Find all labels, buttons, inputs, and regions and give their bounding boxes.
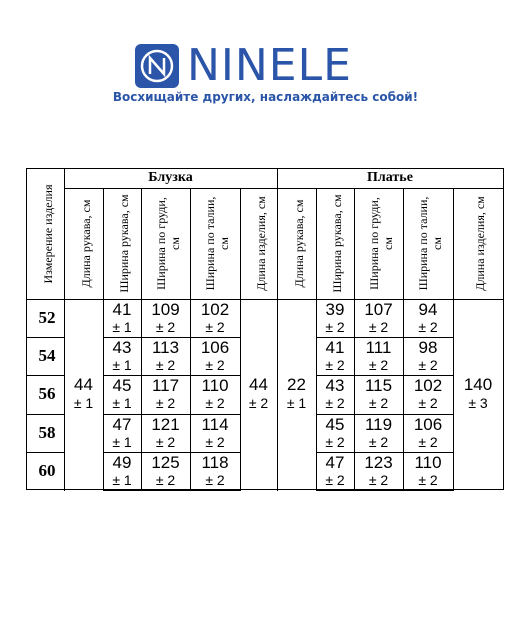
blouse-waist-value: 102 (200, 300, 230, 319)
table-vline (103, 188, 104, 299)
blouse-waist-tolerance: ± 2 (205, 395, 225, 412)
blouse-sleeve-width-value: 43 (112, 338, 132, 358)
table-vline (190, 188, 191, 299)
column-header-blouse-1: Длина рукава, см (78, 199, 93, 288)
table-vline (403, 188, 404, 299)
dress-sleeve-length-tolerance: ± 1 (286, 395, 307, 411)
blouse-sleeve-width-value: 47 (112, 414, 132, 434)
blouse-waist-value: 106 (200, 338, 230, 358)
dress-sleeve-width-value: 45 (325, 414, 345, 434)
size-label: 56 (38, 384, 56, 404)
dress-waist-value: 94 (418, 300, 438, 319)
column-header-dress-4: Ширина по талии, см (416, 196, 444, 291)
dress-sleeve-width-tolerance: ± 2 (325, 395, 345, 412)
size-row-border (27, 414, 64, 415)
dress-sleeve-width-tolerance: ± 2 (325, 433, 345, 450)
blouse-chest-value: 113 (151, 338, 180, 358)
column-header-blouse-3: Ширина по груди, см (153, 197, 182, 290)
column-header-blouse-4: Ширина по талии, см (203, 196, 231, 291)
dress-chest-value: 115 (364, 376, 393, 396)
brand-name: NINELE (187, 40, 352, 91)
column-header-blouse-5: Длина изделия, см (253, 196, 268, 291)
blouse-sleeve-width-tolerance: ± 1 (112, 395, 132, 412)
blouse-sleeve-width-tolerance: ± 1 (112, 433, 132, 450)
size-table (26, 168, 504, 490)
blouse-chest-tolerance: ± 2 (155, 357, 176, 374)
blouse-sleeve-width-tolerance: ± 1 (112, 319, 132, 335)
blouse-sleeve-width-tolerance: ± 1 (112, 471, 132, 488)
dress-waist-tolerance: ± 2 (418, 319, 438, 335)
blouse-chest-value: 117 (151, 376, 180, 396)
dress-waist-value: 98 (418, 338, 438, 358)
blouse-sleeve-length-value: 44 (74, 375, 93, 394)
blouse-waist-tolerance: ± 2 (205, 319, 225, 335)
dress-sleeve-width-value: 41 (325, 338, 345, 358)
column-header-dress-1: Длина рукава, см (291, 199, 306, 288)
size-label: 58 (38, 422, 56, 442)
blouse-sleeve-length-tolerance: ± 1 (73, 395, 94, 411)
dress-sleeve-length-value: 22 (287, 375, 306, 394)
dress-sleeve-width-tolerance: ± 2 (325, 319, 345, 335)
dress-length-tolerance: ± 3 (468, 395, 488, 411)
blouse-waist-value: 118 (201, 452, 229, 472)
blouse-waist-tolerance: ± 2 (205, 433, 225, 450)
dress-waist-tolerance: ± 2 (418, 357, 438, 374)
column-header-dress-3: Ширина по груди, см (366, 197, 395, 290)
dress-chest-value: 111 (365, 338, 392, 358)
size-row-border (27, 452, 64, 453)
dress-waist-tolerance: ± 2 (418, 395, 438, 412)
dress-sleeve-width-value: 39 (325, 300, 345, 319)
table-vline (316, 188, 317, 299)
blouse-waist-value: 114 (201, 414, 229, 434)
section-divider (277, 169, 278, 491)
dress-sleeve-width-value: 47 (325, 452, 345, 472)
blouse-waist-tolerance: ± 2 (205, 357, 225, 374)
column-header-dress-5: Длина изделия, см (473, 196, 487, 291)
section-title-blouse: Блузка (148, 170, 193, 185)
size-row-border (27, 337, 64, 338)
table-vline (240, 188, 241, 299)
brand-tagline: Восхищайте других, наслаждайтесь собой! (112, 90, 419, 104)
dress-chest-tolerance: ± 2 (368, 471, 389, 488)
dress-waist-value: 106 (413, 414, 443, 434)
dress-chest-tolerance: ± 2 (368, 357, 389, 374)
brand-logo (135, 40, 352, 91)
dress-waist-value: 102 (413, 376, 443, 396)
blouse-length-tolerance: ± 2 (248, 395, 269, 411)
dress-chest-value: 107 (364, 300, 393, 319)
blouse-chest-value: 121 (151, 414, 180, 434)
column-header-dress-2: Ширина рукава, см (330, 194, 344, 293)
blouse-sleeve-width-value: 45 (112, 376, 132, 396)
section-title-dress: Платье (367, 170, 413, 185)
size-header-label: Измерение изделия (40, 184, 55, 284)
dress-waist-tolerance: ± 2 (418, 433, 438, 450)
section-header-border (64, 188, 503, 189)
blouse-chest-tolerance: ± 2 (155, 395, 176, 412)
size-label: 52 (38, 308, 56, 327)
blouse-chest-value: 125 (151, 452, 180, 472)
blouse-chest-tolerance: ± 2 (155, 433, 176, 450)
table-vline (141, 188, 142, 299)
blouse-waist-tolerance: ± 2 (205, 471, 225, 488)
blouse-sleeve-width-value: 49 (112, 452, 132, 472)
dress-chest-value: 123 (364, 452, 393, 472)
blouse-waist-value: 110 (201, 376, 229, 396)
dress-chest-value: 119 (364, 414, 393, 434)
blouse-sleeve-width-tolerance: ± 1 (112, 357, 132, 374)
blouse-sleeve-width-value: 41 (112, 300, 132, 319)
dress-chest-tolerance: ± 2 (368, 433, 389, 450)
blouse-length-value: 44 (249, 375, 268, 394)
dress-sleeve-width-tolerance: ± 2 (325, 471, 345, 488)
dress-length-value: 140 (463, 375, 493, 394)
table-vline (354, 188, 355, 299)
size-column-border (64, 169, 65, 491)
blouse-chest-tolerance: ± 2 (155, 319, 176, 335)
dress-chest-tolerance: ± 2 (368, 395, 389, 412)
size-label: 54 (38, 346, 56, 366)
size-row-border (27, 375, 64, 376)
column-header-blouse-2: Ширина рукава, см (117, 194, 131, 293)
dress-sleeve-width-tolerance: ± 2 (325, 357, 345, 374)
ninele-logo-icon (135, 44, 179, 88)
size-label: 60 (38, 460, 56, 480)
dress-sleeve-width-value: 43 (325, 376, 345, 396)
blouse-chest-value: 109 (151, 300, 180, 319)
dress-chest-tolerance: ± 2 (368, 319, 389, 335)
dress-waist-tolerance: ± 2 (418, 471, 438, 488)
dress-waist-value: 110 (414, 452, 442, 472)
table-vline (453, 188, 454, 299)
blouse-chest-tolerance: ± 2 (155, 471, 176, 488)
